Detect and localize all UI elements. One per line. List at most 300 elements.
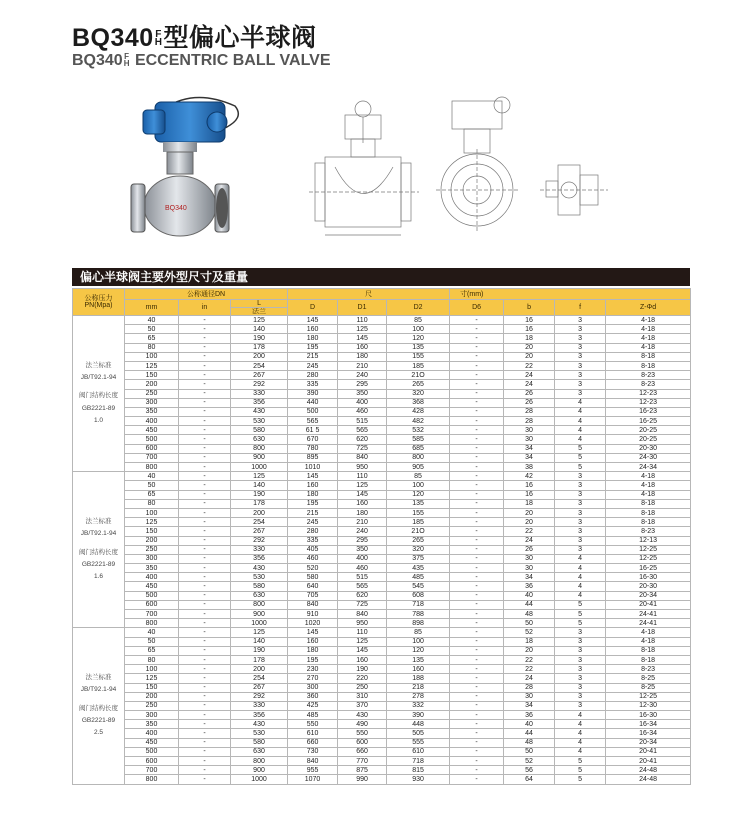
table-cell: 532: [387, 426, 450, 435]
table-cell: 3: [555, 628, 606, 637]
table-cell: 5: [555, 775, 606, 784]
table-cell: 505: [387, 729, 450, 738]
table-cell: 4: [555, 426, 606, 435]
table-cell: 3: [555, 536, 606, 545]
table-cell: 292: [231, 536, 288, 545]
table-cell: 180: [288, 490, 338, 499]
table-cell: 140: [231, 481, 288, 490]
table-cell: 218: [387, 683, 450, 692]
table-cell: 900: [231, 610, 288, 619]
table-cell: 28: [504, 407, 555, 416]
table-cell: -: [450, 508, 504, 517]
table-cell: 725: [338, 444, 387, 453]
table-cell: 12-25: [606, 545, 691, 554]
table-cell: 800: [125, 463, 179, 472]
top-view-drawing: [540, 95, 610, 245]
table-cell: 178: [231, 655, 288, 664]
table-cell: -: [450, 343, 504, 352]
table-cell: 550: [338, 729, 387, 738]
group-label-line: JB/T92.1-94: [80, 374, 117, 382]
table-cell: 8-18: [606, 646, 691, 655]
table-cell: -: [450, 490, 504, 499]
table-cell: 65: [125, 490, 179, 499]
table-cell: 332: [387, 701, 450, 710]
table-cell: 16: [504, 481, 555, 490]
table-cell: 254: [231, 518, 288, 527]
table-row: [73, 775, 691, 784]
table-cell: 250: [125, 545, 179, 554]
table-cell: 180: [288, 646, 338, 655]
table-cell: 3: [555, 527, 606, 536]
table-cell: 180: [338, 352, 387, 361]
table-cell: -: [450, 757, 504, 766]
table-cell: -: [179, 316, 231, 325]
table-row: [73, 766, 691, 775]
table-cell: 250: [125, 389, 179, 398]
table-cell: 8-18: [606, 655, 691, 664]
table-cell: 515: [338, 417, 387, 426]
table-cell: 405: [288, 545, 338, 554]
table-cell: 80: [125, 655, 179, 664]
table-cell: 356: [231, 554, 288, 563]
table-cell: 370: [338, 701, 387, 710]
pressure-group-label: [73, 472, 125, 628]
table-cell: 40: [125, 472, 179, 481]
table-cell: 4: [555, 435, 606, 444]
table-cell: 50: [125, 481, 179, 490]
table-cell: 4: [555, 407, 606, 416]
table-cell: 24-41: [606, 619, 691, 628]
table-cell: 65: [125, 334, 179, 343]
table-cell: 700: [125, 453, 179, 462]
table-cell: -: [179, 775, 231, 784]
table-cell: 900: [231, 453, 288, 462]
valve-photo: [125, 88, 250, 253]
table-cell: 20-34: [606, 738, 691, 747]
group-label-line: 阀门结构长度: [79, 548, 118, 556]
table-cell: 788: [387, 610, 450, 619]
table-cell: 30: [504, 426, 555, 435]
table-cell: 215: [288, 352, 338, 361]
table-row: [73, 536, 691, 545]
table-cell: 356: [231, 398, 288, 407]
table-cell: 895: [288, 453, 338, 462]
table-cell: -: [179, 536, 231, 545]
table-cell: -: [179, 747, 231, 756]
table-cell: 265: [387, 380, 450, 389]
table-cell: -: [179, 665, 231, 674]
table-cell: -: [450, 545, 504, 554]
table-cell: -: [179, 407, 231, 416]
table-cell: 26: [504, 389, 555, 398]
table-cell: 1000: [231, 463, 288, 472]
table-cell: 125: [338, 637, 387, 646]
table-row: [73, 334, 691, 343]
table-cell: 278: [387, 692, 450, 701]
table-row: [73, 564, 691, 573]
table-cell: -: [179, 646, 231, 655]
table-cell: 12-25: [606, 554, 691, 563]
table-cell: 185: [387, 518, 450, 527]
size-header-left: 尺: [288, 289, 450, 300]
size-header-right: 寸(mm): [450, 289, 691, 300]
table-cell: 145: [288, 472, 338, 481]
table-cell: 610: [387, 747, 450, 756]
table-title-banner: 偏心半球阀主要外型尺寸及重量: [72, 268, 690, 286]
table-cell: 3: [555, 646, 606, 655]
table-cell: 245: [288, 361, 338, 370]
table-cell: 24-34: [606, 463, 691, 472]
table-cell: 685: [387, 444, 450, 453]
table-cell: 190: [231, 646, 288, 655]
table-cell: -: [450, 536, 504, 545]
d-header: D: [288, 300, 338, 316]
table-cell: 3: [555, 545, 606, 554]
table-row: [73, 518, 691, 527]
table-cell: 3: [555, 655, 606, 664]
table-cell: 30: [504, 692, 555, 701]
table-cell: 36: [504, 582, 555, 591]
table-cell: 500: [125, 591, 179, 600]
dimension-weight-table: [72, 288, 691, 785]
table-cell: 5: [555, 444, 606, 453]
table-cell: -: [450, 316, 504, 325]
valve-body-label: BQ340: [165, 205, 187, 212]
table-cell: 428: [387, 407, 450, 416]
table-cell: 22: [504, 665, 555, 674]
table-cell: 50: [125, 325, 179, 334]
table-cell: 22: [504, 527, 555, 536]
table-cell: 630: [231, 591, 288, 600]
table-cell: 580: [231, 582, 288, 591]
table-cell: 250: [338, 683, 387, 692]
table-cell: 190: [338, 665, 387, 674]
table-cell: 545: [387, 582, 450, 591]
table-cell: 155: [387, 352, 450, 361]
table-cell: -: [179, 637, 231, 646]
table-cell: 100: [387, 637, 450, 646]
group-label-line: GB2221-89: [81, 560, 116, 568]
table-cell: 565: [338, 582, 387, 591]
table-cell: 230: [288, 665, 338, 674]
table-cell: -: [179, 352, 231, 361]
table-cell: 16-34: [606, 720, 691, 729]
table-cell: 718: [387, 757, 450, 766]
table-cell: 125: [125, 361, 179, 370]
f-header: f: [555, 300, 606, 316]
table-cell: 770: [338, 757, 387, 766]
model-number: BQ340: [72, 52, 123, 69]
table-row: [73, 490, 691, 499]
table-row: [73, 646, 691, 655]
table-cell: 460: [288, 554, 338, 563]
table-cell: 12-30: [606, 701, 691, 710]
group-label-line: 阀门结构长度: [79, 704, 118, 712]
table-cell: 670: [288, 435, 338, 444]
table-cell: 4-18: [606, 325, 691, 334]
table-cell: -: [450, 674, 504, 683]
table-cell: -: [179, 628, 231, 637]
page-title-chinese: [72, 18, 316, 54]
table-cell: 550: [288, 720, 338, 729]
table-cell: 4: [555, 591, 606, 600]
table-cell: 350: [125, 564, 179, 573]
table-cell: 350: [125, 720, 179, 729]
group-label-line: 2.5: [93, 729, 104, 737]
table-cell: 30: [504, 554, 555, 563]
table-cell: 245: [288, 518, 338, 527]
table-cell: 8-18: [606, 361, 691, 370]
table-cell: 200: [125, 380, 179, 389]
table-cell: 335: [288, 380, 338, 389]
side-section-drawing: [305, 95, 425, 245]
table-cell: 730: [288, 747, 338, 756]
table-cell: -: [450, 380, 504, 389]
d6-header: D6: [450, 300, 504, 316]
table-cell: 5: [555, 453, 606, 462]
table-row: [73, 481, 691, 490]
table-row: [73, 343, 691, 352]
table-cell: 50: [504, 747, 555, 756]
table-cell: -: [450, 573, 504, 582]
table-cell: 3: [555, 692, 606, 701]
table-cell: 485: [288, 711, 338, 720]
pressure-group-label: [73, 628, 125, 784]
table-cell: -: [450, 352, 504, 361]
table-cell: 125: [125, 674, 179, 683]
table-cell: 145: [288, 628, 338, 637]
table-cell: 580: [231, 426, 288, 435]
table-row: [73, 444, 691, 453]
table-row: [73, 674, 691, 683]
table-row: [73, 582, 691, 591]
table-cell: 3: [555, 352, 606, 361]
table-cell: 100: [125, 665, 179, 674]
table-row: [73, 711, 691, 720]
table-cell: 34: [504, 573, 555, 582]
table-cell: 125: [231, 472, 288, 481]
table-row: [73, 426, 691, 435]
table-cell: 200: [231, 665, 288, 674]
table-cell: -: [450, 325, 504, 334]
table-cell: -: [450, 389, 504, 398]
table-cell: 160: [288, 637, 338, 646]
table-cell: 4: [555, 554, 606, 563]
table-cell: 16-23: [606, 407, 691, 416]
table-cell: 335: [288, 536, 338, 545]
group-label-line: JB/T92.1-94: [80, 530, 117, 538]
table-cell: 195: [288, 655, 338, 664]
table-cell: -: [179, 766, 231, 775]
table-cell: 3: [555, 325, 606, 334]
table-cell: 8-18: [606, 352, 691, 361]
table-cell: -: [179, 674, 231, 683]
table-cell: 4-18: [606, 490, 691, 499]
table-cell: 910: [288, 610, 338, 619]
table-cell: 185: [387, 361, 450, 370]
table-cell: 515: [338, 573, 387, 582]
table-cell: -: [450, 407, 504, 416]
table-cell: 950: [338, 619, 387, 628]
table-cell: 350: [338, 545, 387, 554]
table-cell: -: [450, 692, 504, 701]
table-cell: 24: [504, 536, 555, 545]
table-cell: 705: [288, 591, 338, 600]
table-cell: 430: [231, 407, 288, 416]
table-cell: 460: [338, 407, 387, 416]
table-cell: 300: [288, 683, 338, 692]
table-cell: -: [450, 628, 504, 637]
table-cell: 530: [231, 417, 288, 426]
table-cell: 400: [125, 417, 179, 426]
table-cell: -: [450, 426, 504, 435]
table-cell: 20-41: [606, 747, 691, 756]
table-cell: 3: [555, 665, 606, 674]
table-cell: 22: [504, 655, 555, 664]
table-cell: -: [450, 527, 504, 536]
table-cell: 28: [504, 683, 555, 692]
table-cell: 195: [288, 499, 338, 508]
table-cell: 20-25: [606, 435, 691, 444]
table-cell: 500: [125, 747, 179, 756]
table-cell: 20: [504, 508, 555, 517]
table-cell: 30: [504, 564, 555, 573]
table-cell: 660: [338, 747, 387, 756]
table-cell: 4-18: [606, 628, 691, 637]
table-cell: 145: [338, 334, 387, 343]
group-label-line: 1.6: [93, 573, 104, 581]
table-cell: 490: [338, 720, 387, 729]
table-cell: -: [450, 554, 504, 563]
table-cell: 400: [125, 573, 179, 582]
table-cell: 4: [555, 564, 606, 573]
table-cell: 24: [504, 674, 555, 683]
table-body: [73, 316, 691, 785]
table-cell: 500: [125, 435, 179, 444]
table-cell: -: [179, 453, 231, 462]
table-cell: 265: [387, 536, 450, 545]
table-cell: -: [450, 361, 504, 370]
table-cell: 18: [504, 637, 555, 646]
table-cell: 4-18: [606, 637, 691, 646]
table-cell: 430: [338, 711, 387, 720]
table-cell: -: [179, 738, 231, 747]
table-cell: 3: [555, 371, 606, 380]
b-header: b: [504, 300, 555, 316]
table-cell: 250: [125, 701, 179, 710]
table-row: [73, 453, 691, 462]
table-cell: -: [179, 426, 231, 435]
table-cell: 270: [288, 674, 338, 683]
table-cell: -: [179, 435, 231, 444]
model-superscript-subscript: F H: [123, 51, 130, 68]
table-cell: -: [179, 343, 231, 352]
table-cell: 700: [125, 610, 179, 619]
table-cell: 565: [288, 417, 338, 426]
table-cell: -: [179, 398, 231, 407]
table-cell: 430: [231, 720, 288, 729]
table-cell: 448: [387, 720, 450, 729]
table-cell: 135: [387, 499, 450, 508]
table-cell: 4: [555, 398, 606, 407]
table-cell: 425: [288, 701, 338, 710]
table-cell: 530: [231, 729, 288, 738]
table-cell: 368: [387, 398, 450, 407]
table-cell: 20: [504, 352, 555, 361]
table-cell: -: [450, 600, 504, 609]
table-row: [73, 361, 691, 370]
table-cell: -: [179, 463, 231, 472]
group-label-line: 法兰标准: [85, 361, 112, 369]
table-cell: 3: [555, 674, 606, 683]
table-cell: 3: [555, 499, 606, 508]
table-cell: 3: [555, 361, 606, 370]
table-cell: 100: [387, 481, 450, 490]
table-cell: 320: [387, 545, 450, 554]
table-cell: 26: [504, 398, 555, 407]
table-cell: -: [450, 711, 504, 720]
table-cell: -: [179, 655, 231, 664]
table-cell: -: [450, 766, 504, 775]
table-cell: 8-23: [606, 380, 691, 389]
table-cell: 140: [231, 637, 288, 646]
chinese-product-name: 型偏心半球阀: [163, 24, 317, 52]
table-row: [73, 600, 691, 609]
table-cell: 660: [288, 738, 338, 747]
table-cell: -: [450, 591, 504, 600]
table-cell: 12-23: [606, 398, 691, 407]
table-cell: 620: [338, 435, 387, 444]
table-cell: -: [179, 508, 231, 517]
table-cell: 200: [125, 536, 179, 545]
table-cell: -: [450, 444, 504, 453]
table-row: [73, 655, 691, 664]
pressure-group-label: [73, 316, 125, 472]
table-cell: 3: [555, 683, 606, 692]
table-cell: 100: [125, 508, 179, 517]
table-cell: -: [450, 481, 504, 490]
table-cell: 375: [387, 554, 450, 563]
table-cell: 135: [387, 343, 450, 352]
table-cell: -: [450, 637, 504, 646]
table-cell: -: [179, 591, 231, 600]
table-cell: 4-18: [606, 472, 691, 481]
table-cell: 435: [387, 564, 450, 573]
table-cell: 292: [231, 692, 288, 701]
table-cell: -: [179, 518, 231, 527]
table-cell: 267: [231, 683, 288, 692]
table-cell: 1010: [288, 463, 338, 472]
table-cell: 20-30: [606, 582, 691, 591]
table-cell: 48: [504, 610, 555, 619]
table-cell: 5: [555, 463, 606, 472]
table-cell: 990: [338, 775, 387, 784]
table-cell: 565: [338, 426, 387, 435]
table-cell: 5: [555, 610, 606, 619]
table-cell: 555: [387, 738, 450, 747]
table-cell: 3: [555, 316, 606, 325]
table-cell: 16-25: [606, 417, 691, 426]
table-cell: 930: [387, 775, 450, 784]
table-cell: -: [179, 545, 231, 554]
table-cell: 64: [504, 775, 555, 784]
table-cell: 1000: [231, 775, 288, 784]
table-cell: -: [179, 564, 231, 573]
table-cell: -: [179, 499, 231, 508]
table-cell: 898: [387, 619, 450, 628]
table-cell: 50: [504, 619, 555, 628]
table-row: [73, 573, 691, 582]
